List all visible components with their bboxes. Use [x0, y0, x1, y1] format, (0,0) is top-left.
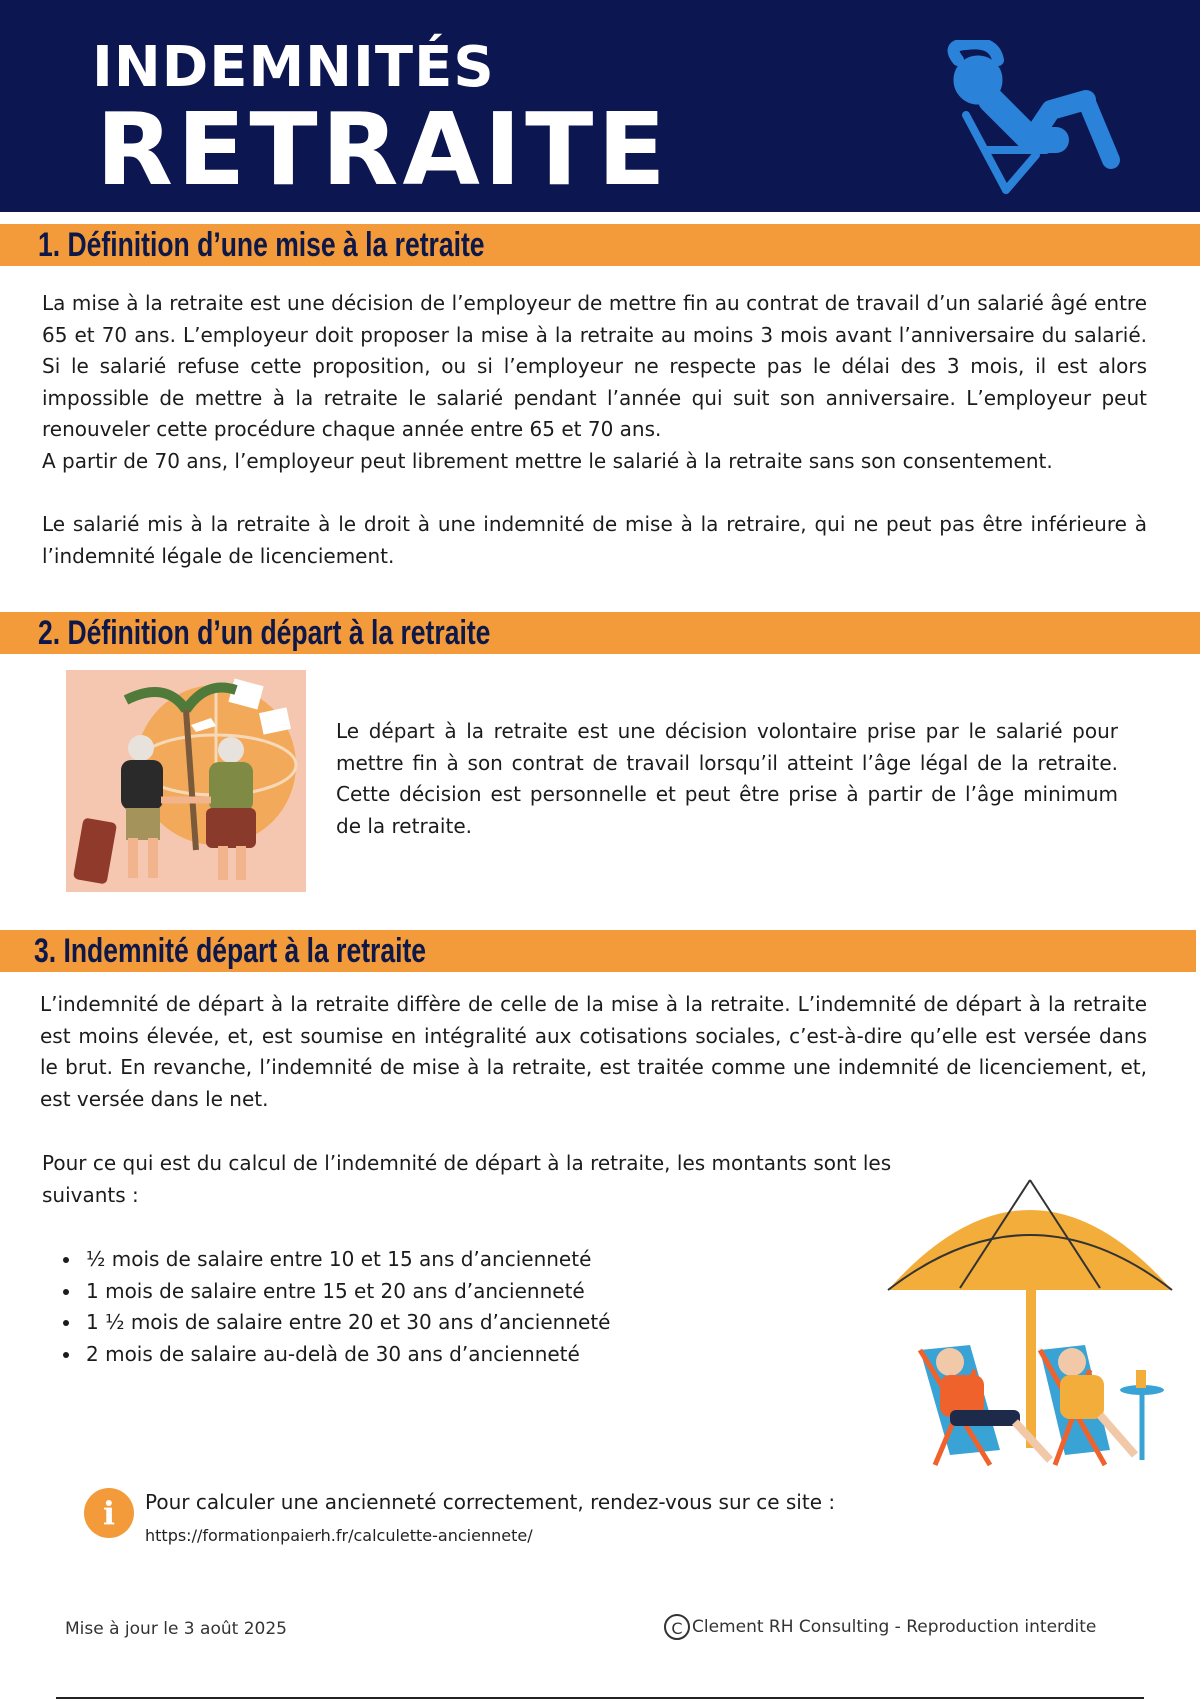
list-item: • 2 mois de salaire au-delà de 30 ans d’ancienneté — [82, 1339, 610, 1371]
list-item: • 1 ½ mois de salaire entre 20 et 30 ans d’ancienneté — [82, 1307, 610, 1339]
section-3-paragraph-1: L’indemnité de départ à la retraite diffère de celle de la mise à la retraite. L’indemnité de départ à la retraite est moins élevée, et, est soumise en intégralité aux cotisations sociales, c’est-à-dire qu’elle est versée dans le brut. En revanche, l’indemnité de mise à la retraite, est traitée comme une indemnité de licenciement, et, est versée dans le net. — [40, 992, 1147, 1111]
page-header — [0, 0, 1200, 212]
title-line-1: INDEMNITÉS — [92, 35, 495, 100]
section-3-title: 3. Indemnité départ à la retraite — [34, 932, 427, 970]
copyright-text: Clement RH Consulting - Reproduction interdite — [692, 1617, 1097, 1637]
indemnity-amounts-list — [58, 1244, 610, 1370]
footer-divider — [56, 1697, 1144, 1699]
copyright-icon: C — [664, 1614, 690, 1640]
beach-umbrella-illustration — [880, 1170, 1180, 1480]
list-item: • ½ mois de salaire entre 10 et 15 ans d’ancienneté — [82, 1244, 610, 1276]
info-text: Pour calculer une ancienneté correctement, rendez-vous sur ce site : — [145, 1490, 836, 1514]
section-1-paragraph-3: Le salarié mis à la retraite à le droit à une indemnité de mise à la retraire, qui ne peut pas être inférieure à l’indemnité légale de licenciement. — [42, 512, 1147, 568]
section-2-header — [0, 612, 1200, 654]
section-1-title: 1. Définition d’une mise à la retraite — [38, 226, 485, 264]
update-date: Mise à jour le 3 août 2025 — [65, 1619, 287, 1639]
title-line-2: RETRAITE — [96, 91, 670, 208]
copyright-notice — [664, 1614, 1096, 1640]
section-1-paragraph-1: La mise à la retraite est une décision de l’employeur de mettre fin au contrat de travail d’un salarié âgé entre 65 et 70 ans. L’employeur doit proposer la mise à la retraite au moins 3 mois avant l’anniversaire du salarié. Si le salarié refuse cette proposition, ou si l’employeur ne respecte pas le délai des 3 mois, il est alors impossible de mettre à la retraite le salarié pendant l’année qui suit son anniversaire. L’employeur peut renouveler cette procédure chaque année entre 65 et 70 ans. — [42, 291, 1147, 441]
info-icon: i — [84, 1488, 134, 1538]
list-item: • 1 mois de salaire entre 15 et 20 ans d’ancienneté — [82, 1276, 610, 1308]
section-3-paragraph-2: Pour ce qui est du calcul de l’indemnité de départ à la retraite, les montants sont les suivants : — [42, 1151, 892, 1207]
anciennete-calculator-link[interactable]: https://formationpaierh.fr/calculette-anciennete/ — [145, 1526, 533, 1545]
section-1-header — [0, 224, 1200, 266]
section-2-title: 2. Définition d’un départ à la retraite — [38, 614, 491, 652]
section-2-paragraph: Le départ à la retraite est une décision volontaire prise par le salarié pour mettre fin à son contrat de travail lorsqu’il atteint l’âge légal de la retraite. Cette décision est personnelle et peut être prise à partir de l’âge minimum de la retraite. — [336, 719, 1118, 838]
travel-couple-illustration — [66, 670, 306, 892]
section-3-header — [0, 930, 1196, 972]
relaxing-person-icon — [936, 40, 1126, 210]
section-1-paragraph-2: A partir de 70 ans, l’employeur peut librement mettre le salarié à la retraite sans son consentement. — [42, 449, 1053, 473]
